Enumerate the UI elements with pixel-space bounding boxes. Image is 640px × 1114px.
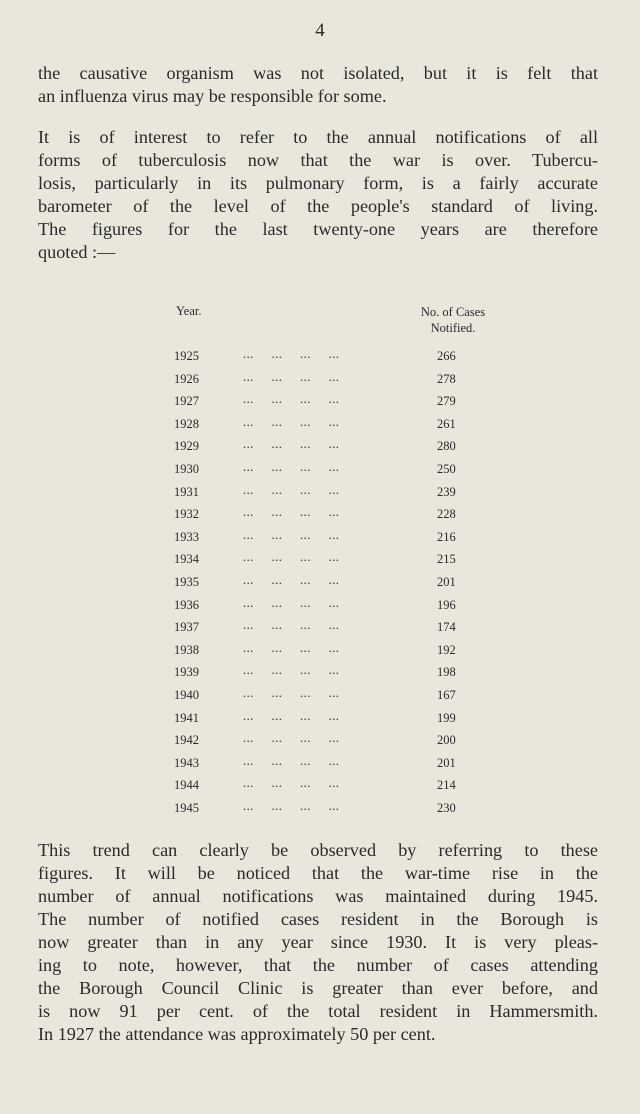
dot-leader: ... ... ... ... (243, 686, 340, 700)
table-row (0, 595, 640, 618)
dot-leader: ... ... ... ... (243, 731, 340, 746)
text-line: ing to note, however, that the number of cases attending (38, 955, 598, 975)
cases-cell: 228 (437, 507, 456, 522)
cases-cell: 278 (437, 371, 456, 386)
cases-cell: 230 (437, 801, 456, 815)
dot-leader: ... ... ... ... (243, 369, 340, 384)
year-cell: 1940 (174, 688, 199, 702)
table-row (0, 462, 640, 482)
year-cell: 1941 (174, 710, 199, 725)
cases-cell: 215 (437, 552, 456, 567)
text-line: figures. It will be noticed that the war-time rise in the (38, 863, 598, 883)
dot-leader: ... ... ... ... (243, 505, 340, 520)
text-line: forms of tuberculosis now that the war is over. Tubercu- (38, 150, 598, 170)
dot-leader: ... ... ... ... (243, 573, 340, 587)
dot-leader: ... ... ... ... (243, 527, 340, 542)
dot-leader: ... ... ... ... (243, 437, 340, 452)
table-row (0, 482, 640, 505)
dot-leader: ... ... ... ... (243, 550, 340, 565)
table-row (0, 575, 640, 595)
text-line: the causative organism was not isolated, but it is felt that (38, 63, 598, 83)
page-number: 4 (315, 20, 325, 41)
year-cell: 1930 (174, 462, 199, 476)
table-row (0, 640, 640, 663)
text-line: barometer of the level of the people's standard of living. (38, 196, 598, 216)
year-cell: 1936 (174, 597, 199, 612)
dot-leader: ... ... ... ... (243, 663, 340, 678)
year-cell: 1927 (174, 394, 199, 409)
year-cell: 1929 (174, 439, 199, 454)
year-cell: 1942 (174, 733, 199, 748)
dot-leader: ... ... ... ... (243, 799, 340, 813)
table-row (0, 688, 640, 708)
table-row (0, 394, 640, 414)
year-cell: 1932 (174, 507, 199, 522)
column-header-cases-line2: Notified. (430, 321, 476, 335)
year-cell: 1943 (174, 755, 199, 770)
dot-leader: ... ... ... ... (243, 482, 340, 497)
cases-cell: 200 (437, 733, 456, 748)
table-row (0, 552, 640, 572)
cases-cell: 280 (437, 439, 456, 454)
cases-cell: 196 (437, 597, 456, 612)
paragraph-trend (38, 839, 598, 1046)
year-cell: 1931 (174, 484, 199, 499)
cases-cell: 201 (437, 575, 456, 589)
text-line: the Borough Council Clinic is greater than ever before, and (38, 978, 598, 998)
column-header-cases (398, 304, 508, 336)
text-line: an influenza virus may be responsible for some. (38, 86, 387, 106)
table-row (0, 527, 640, 550)
text-line: is now 91 per cent. of the total resident in Hammersmith. (38, 1001, 598, 1021)
text-line: losis, particularly in its pulmonary form, is a fairly accurate (38, 173, 598, 193)
cases-cell: 216 (437, 529, 456, 544)
table-row (0, 620, 640, 640)
year-cell: 1938 (174, 642, 199, 657)
table-row (0, 753, 640, 776)
dot-leader: ... ... ... ... (243, 753, 340, 768)
table-row (0, 414, 640, 437)
dot-leader: ... ... ... ... (243, 460, 340, 474)
table-row (0, 708, 640, 731)
year-cell: 1925 (174, 349, 199, 363)
cases-cell: 199 (437, 710, 456, 725)
table-row (0, 349, 640, 369)
year-cell: 1937 (174, 620, 199, 635)
dot-leader: ... ... ... ... (243, 618, 340, 633)
table-row (0, 801, 640, 821)
cases-cell: 192 (437, 642, 456, 657)
cases-cell: 239 (437, 484, 456, 499)
text-line: In 1927 the attendance was approximately 50 per cent. (38, 1024, 436, 1044)
text-line: quoted :— (38, 242, 116, 262)
table-row (0, 507, 640, 527)
year-cell: 1926 (174, 371, 199, 386)
table-row (0, 369, 640, 392)
table-row (0, 665, 640, 685)
cases-cell: 261 (437, 416, 456, 431)
cases-cell: 198 (437, 665, 456, 680)
year-cell: 1944 (174, 778, 199, 793)
table-row (0, 439, 640, 459)
column-header-cases-line1: No. of Cases (420, 305, 486, 319)
text-line: The figures for the last twenty-one years are therefore (38, 219, 598, 239)
text-line: number of annual notifications was maintained during 1945. (38, 886, 598, 906)
paragraph-tuberculosis (38, 126, 598, 264)
cases-cell: 279 (437, 394, 456, 409)
text-line: It is of interest to refer to the annual notifications of all (38, 127, 598, 147)
cases-cell: 250 (437, 462, 456, 476)
cases-cell: 167 (437, 688, 456, 702)
year-cell: 1934 (174, 552, 199, 567)
dot-leader: ... ... ... ... (243, 708, 340, 723)
year-cell: 1939 (174, 665, 199, 680)
column-header-year: Year. (176, 304, 202, 318)
table-row (0, 733, 640, 753)
cases-cell: 174 (437, 620, 456, 635)
year-cell: 1933 (174, 529, 199, 544)
dot-leader: ... ... ... ... (243, 347, 340, 361)
text-line: This trend can clearly be observed by referring to these (38, 840, 598, 860)
cases-cell: 214 (437, 778, 456, 793)
year-cell: 1928 (174, 416, 199, 431)
text-line: The number of notified cases resident in the Borough is (38, 909, 598, 929)
year-cell: 1945 (174, 801, 199, 815)
dot-leader: ... ... ... ... (243, 595, 340, 610)
cases-cell: 201 (437, 755, 456, 770)
dot-leader: ... ... ... ... (243, 776, 340, 791)
dot-leader: ... ... ... ... (243, 414, 340, 429)
cases-cell: 266 (437, 349, 456, 363)
table-row (0, 778, 640, 798)
text-line: now greater than in any year since 1930. It is very pleas- (38, 932, 598, 952)
dot-leader: ... ... ... ... (243, 392, 340, 407)
paragraph-intro (38, 62, 598, 108)
year-cell: 1935 (174, 575, 199, 589)
dot-leader: ... ... ... ... (243, 640, 340, 655)
